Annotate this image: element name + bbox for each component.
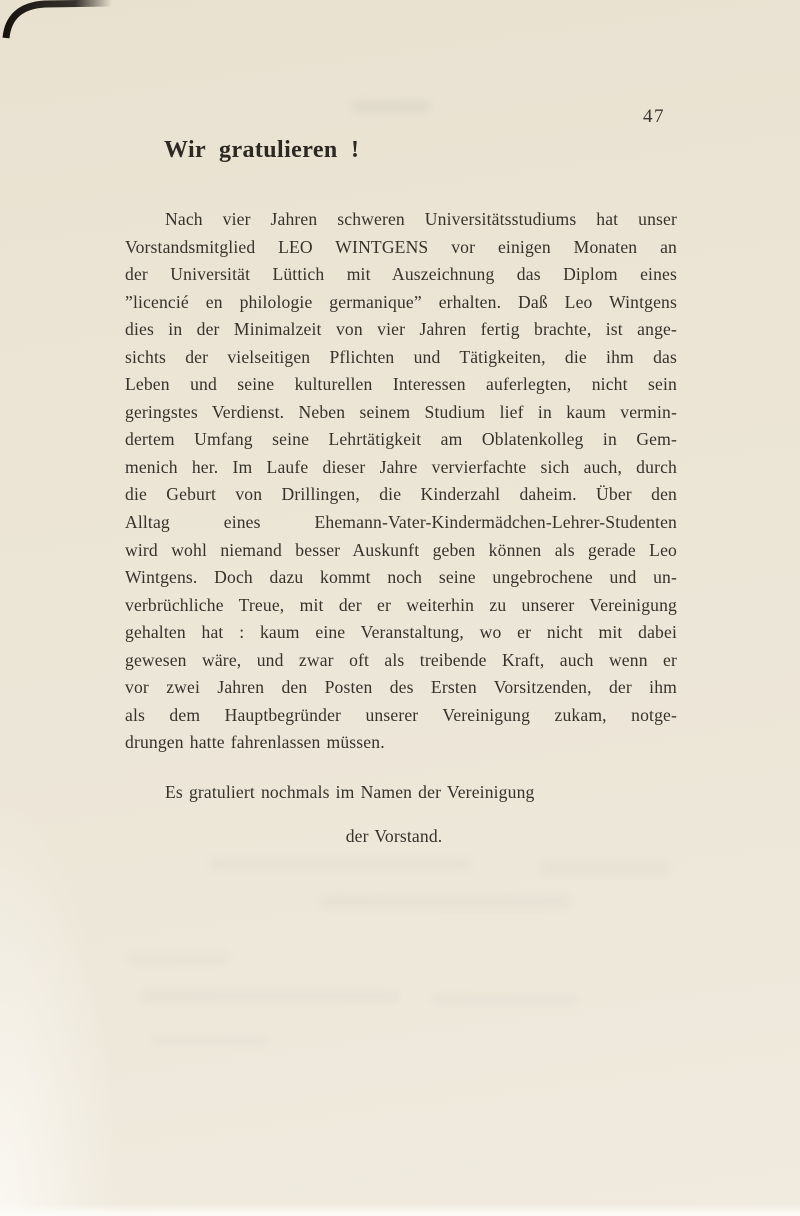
scan-light-area xyxy=(0,796,120,1216)
paragraph-line: Leben und seine kulturellen Interessen auferlegten, nicht sein xyxy=(125,374,677,395)
article-body xyxy=(125,206,677,851)
paragraph-line: Nach vier Jahren schweren Universitätsstudiums hat unser xyxy=(165,209,677,229)
paragraph-line: der Universität Lüttich mit Auszeichnung das Diplom eines xyxy=(125,264,677,285)
paragraph-line: drungen hatte fahrenlassen müssen. xyxy=(125,732,385,753)
page-number: 47 xyxy=(643,106,665,127)
paragraph-line: Vorstandsmitglied LEO WINTGENS vor einigen Monaten an xyxy=(125,236,677,257)
paragraph-line: Wintgens. Doch dazu kommt noch seine ungebrochene und un- xyxy=(125,567,677,588)
signature-line: der Vorstand. xyxy=(345,826,443,847)
paragraph-line: vor zwei Jahren den Posten des Ersten Vorsitzenden, der ihm xyxy=(125,677,677,698)
paragraph-line: sichts der vielseitigen Pflichten und Tätigkeiten, die ihm das xyxy=(125,346,677,367)
paragraph-line: gewesen wäre, und zwar oft als treibende Kraft, auch wenn er xyxy=(125,649,677,670)
closing-line: Es gratuliert nochmals im Namen der Vereinigung xyxy=(165,781,535,802)
paragraph-line: menich her. Im Laufe dieser Jahre vervierfachte sich auch, durch xyxy=(125,456,677,477)
paragraph-line: gehalten hat : kaum eine Veranstaltung, wo er nicht mit dabei xyxy=(125,622,677,643)
page-title: Wir gratulieren ! xyxy=(164,137,360,163)
paragraph-line: dies in der Minimalzeit von vier Jahren fertig brachte, ist ange- xyxy=(125,319,677,340)
paragraph-line: als dem Hauptbegründer unserer Vereinigung zukam, notge- xyxy=(125,704,677,725)
scan-bottom-edge xyxy=(0,1204,800,1216)
paragraph-line: verbrüchliche Treue, mit der er weiterhin zu unserer Vereinigung xyxy=(125,594,677,615)
paragraph-line: wird wohl niemand besser Auskunft geben können als gerade Leo xyxy=(125,539,677,560)
paragraph-line: geringstes Verdienst. Neben seinem Studium lief in kaum vermin- xyxy=(125,401,677,422)
paragraph-line: Alltag eines Ehemann-Vater-Kindermädchen-Lehrer-Studenten xyxy=(125,512,677,533)
paragraph-line: die Geburt von Drillingen, die Kinderzahl daheim. Über den xyxy=(125,484,677,505)
paragraph-line: ”licencié en philologie germanique” erhalten. Daß Leo Wintgens xyxy=(125,291,677,312)
paragraph-line: dertem Umfang seine Lehrtätigkeit am Oblatenkolleg in Gem- xyxy=(125,429,677,450)
